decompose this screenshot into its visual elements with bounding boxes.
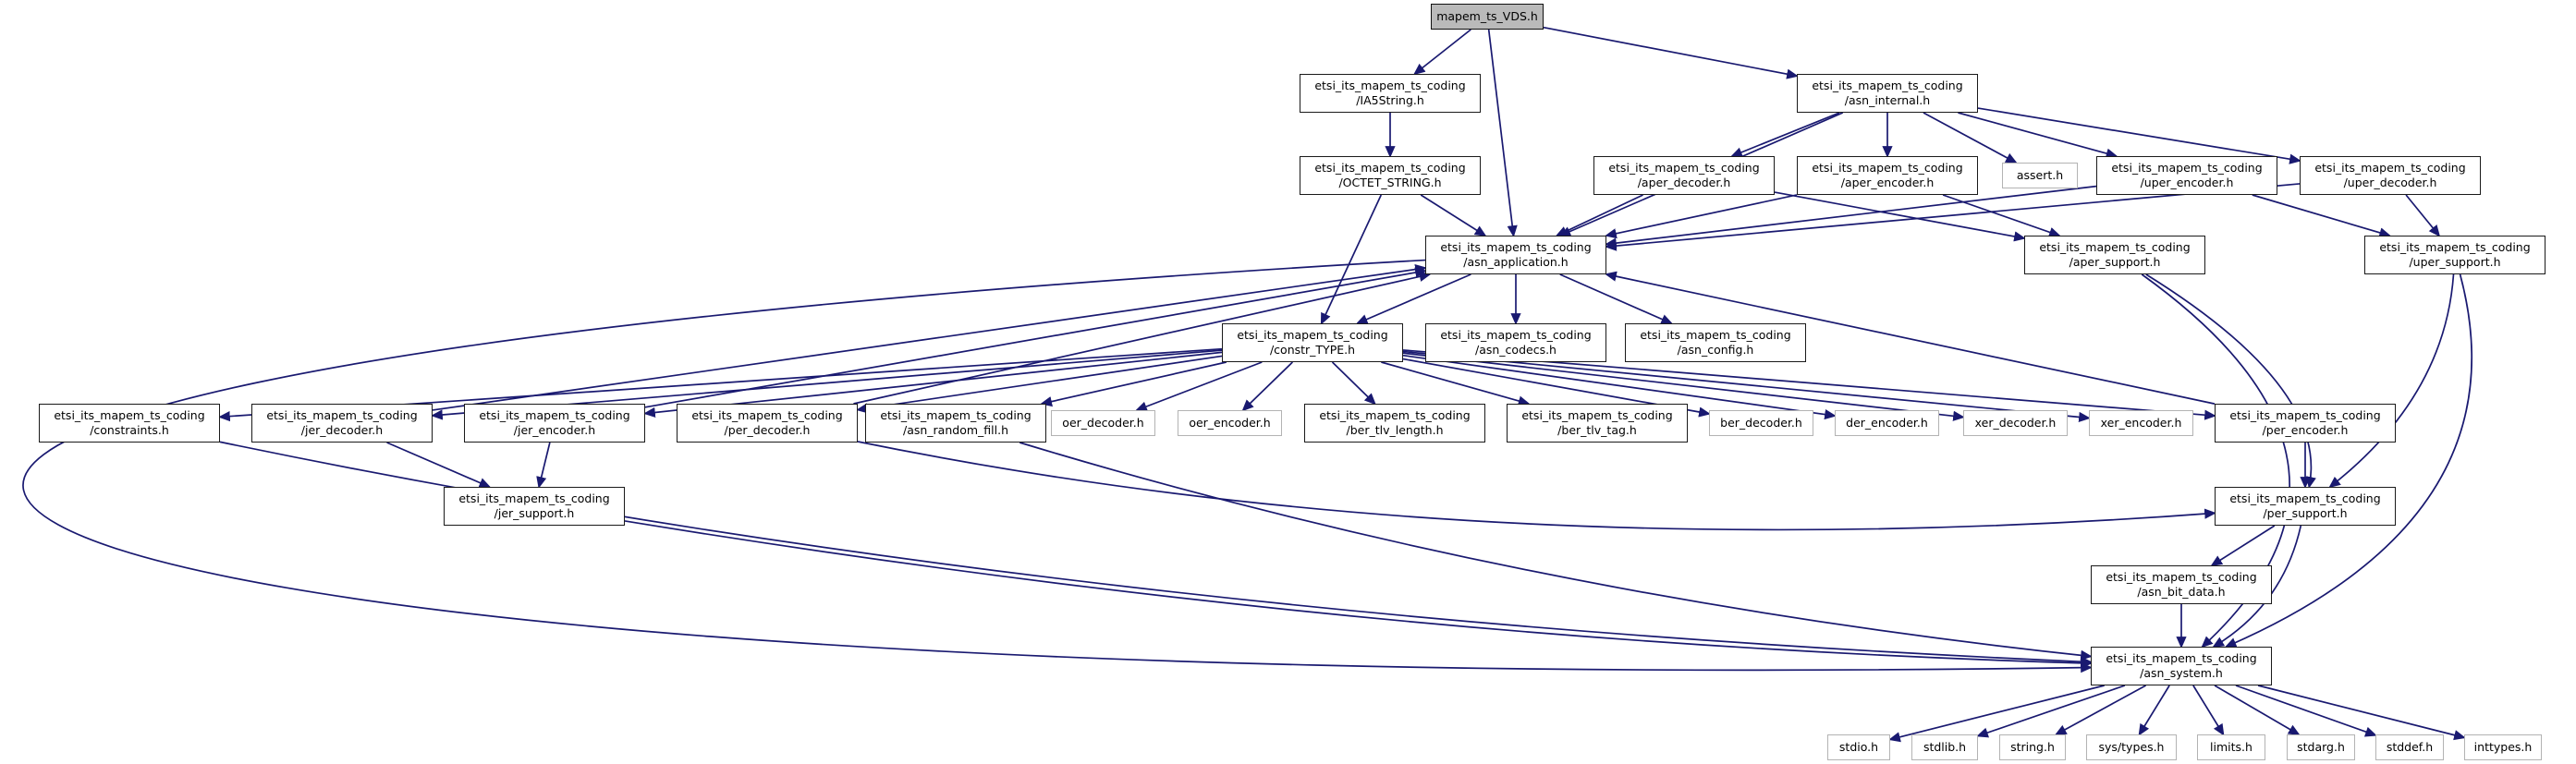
graph-node-label: sys/types.h bbox=[2098, 740, 2165, 754]
graph-node-label: /asn_codecs.h bbox=[1475, 343, 1557, 357]
graph-node-uper_sup[interactable] bbox=[2364, 236, 2545, 274]
graph-node-per_sup[interactable] bbox=[2215, 487, 2396, 526]
graph-node-label: /aper_encoder.h bbox=[1840, 176, 1935, 189]
include-edge-asn_app-to-constr bbox=[1358, 274, 1471, 323]
graph-node-xer_dec bbox=[1963, 410, 2068, 436]
graph-node-oer_dec bbox=[1051, 410, 1155, 436]
include-edge-root-to-asn_app bbox=[1489, 30, 1514, 236]
graph-node-label: etsi_its_mapem_ts_coding bbox=[880, 408, 1032, 422]
graph-node-tlv_len[interactable] bbox=[1304, 404, 1485, 443]
graph-node-uper_dec[interactable] bbox=[2300, 156, 2481, 195]
graph-node-label: etsi_its_mapem_ts_coding bbox=[479, 408, 630, 422]
graph-node-label: etsi_its_mapem_ts_coding bbox=[2314, 161, 2466, 175]
graph-node-oer_enc bbox=[1178, 410, 1282, 436]
graph-node-label: etsi_its_mapem_ts_coding bbox=[1314, 161, 1466, 175]
graph-node-label: /uper_encoder.h bbox=[2140, 176, 2234, 189]
graph-node-systypes bbox=[2086, 734, 2177, 760]
graph-node-label: xer_encoder.h bbox=[2100, 416, 2182, 430]
include-edge-octet-to-asn_app bbox=[1421, 195, 1485, 236]
include-edge-asn_app-to-config bbox=[1560, 274, 1672, 323]
include-edge-internal-to-assert bbox=[1923, 113, 2016, 163]
graph-node-label: etsi_its_mapem_ts_coding bbox=[1319, 408, 1471, 422]
graph-node-label: stdio.h bbox=[1838, 740, 1879, 754]
graph-node-jer_enc[interactable] bbox=[464, 404, 645, 443]
graph-node-constraints[interactable] bbox=[39, 404, 220, 443]
include-edge-constr-to-per_dec bbox=[858, 356, 1222, 409]
graph-node-label: etsi_its_mapem_ts_coding bbox=[1237, 328, 1388, 342]
graph-node-label: etsi_its_mapem_ts_coding bbox=[2111, 161, 2263, 175]
graph-node-stdlib bbox=[1911, 734, 1978, 760]
include-edge-constr-to-oer_enc bbox=[1243, 362, 1292, 410]
graph-node-label: assert.h bbox=[2016, 168, 2064, 182]
include-edge-internal-to-uper_dec bbox=[1978, 108, 2300, 161]
graph-node-label: etsi_its_mapem_ts_coding bbox=[1440, 328, 1592, 342]
graph-node-label: /uper_decoder.h bbox=[2343, 176, 2437, 189]
graph-node-label: /ber_tlv_length.h bbox=[1346, 423, 1444, 437]
graph-node-label: /IA5String.h bbox=[1356, 93, 1424, 107]
graph-node-label: der_encoder.h bbox=[1846, 416, 1928, 430]
graph-node-stddef bbox=[2375, 734, 2444, 760]
graph-node-internal[interactable] bbox=[1797, 74, 1978, 113]
graph-node-label: etsi_its_mapem_ts_coding bbox=[1608, 161, 1760, 175]
include-edge-constr-to-oer_dec bbox=[1137, 362, 1262, 410]
graph-node-label: ber_decoder.h bbox=[1720, 416, 1802, 430]
include-edge-jer_sup-to-asn_sys bbox=[625, 521, 2091, 663]
graph-node-random[interactable] bbox=[865, 404, 1046, 443]
include-edge-asn_sys-to-limits bbox=[2193, 685, 2224, 734]
include-edge-jer_dec-to-jer_sup bbox=[387, 443, 490, 487]
include-edge-internal-to-aper_dec bbox=[1732, 113, 1839, 156]
graph-node-aper_enc[interactable] bbox=[1797, 156, 1978, 195]
graph-node-label: /asn_internal.h bbox=[1844, 93, 1931, 107]
graph-node-label: etsi_its_mapem_ts_coding bbox=[54, 408, 205, 422]
include-edge-uper_sup-to-per_sup bbox=[2330, 274, 2454, 487]
graph-node-label: oer_decoder.h bbox=[1062, 416, 1144, 430]
graph-node-label: /constraints.h bbox=[90, 423, 169, 437]
graph-node-limits bbox=[2197, 734, 2265, 760]
graph-node-label: /jer_decoder.h bbox=[300, 423, 384, 437]
include-edge-asn_sys-to-string bbox=[2057, 685, 2146, 734]
graph-node-der_enc bbox=[1835, 410, 1939, 436]
graph-node-aper_dec[interactable] bbox=[1593, 156, 1775, 195]
graph-node-label: limits.h bbox=[2210, 740, 2252, 754]
graph-node-label: etsi_its_mapem_ts_coding bbox=[2106, 570, 2257, 584]
graph-node-xer_enc bbox=[2089, 410, 2193, 436]
graph-node-label: etsi_its_mapem_ts_coding bbox=[2229, 408, 2381, 422]
include-edge-aper_dec-to-asn_app bbox=[1557, 195, 1642, 236]
graph-node-inttypes bbox=[2464, 734, 2542, 760]
graph-node-label: etsi_its_mapem_ts_coding bbox=[1812, 79, 1963, 92]
include-edge-asn_sys-to-stdio bbox=[1890, 685, 2105, 739]
include-edge-root-to-internal bbox=[1544, 28, 1797, 77]
graph-node-label: /per_encoder.h bbox=[2262, 423, 2349, 437]
graph-node-per_enc[interactable] bbox=[2215, 404, 2396, 443]
graph-node-label: /per_support.h bbox=[2263, 506, 2348, 520]
graph-node-per_dec[interactable] bbox=[677, 404, 858, 443]
graph-node-ber_dec bbox=[1709, 410, 1813, 436]
graph-node-label: stdarg.h bbox=[2297, 740, 2345, 754]
graph-node-stdarg bbox=[2287, 734, 2355, 760]
graph-node-label: mapem_ts_VDS.h bbox=[1436, 9, 1538, 23]
graph-node-constr[interactable] bbox=[1222, 323, 1403, 362]
graph-node-label: etsi_its_mapem_ts_coding bbox=[1314, 79, 1466, 92]
graph-node-label: /constr_TYPE.h bbox=[1269, 343, 1356, 357]
graph-node-label: etsi_its_mapem_ts_coding bbox=[1440, 240, 1592, 254]
include-edge-constraints-to-asn_sys bbox=[220, 442, 2091, 661]
graph-node-stdio bbox=[1827, 734, 1890, 760]
include-edge-internal-to-uper_enc bbox=[1958, 113, 2116, 156]
graph-node-jer_sup[interactable] bbox=[444, 487, 625, 526]
graph-node-label: /OCTET_STRING.h bbox=[1338, 176, 1442, 189]
graph-node-uper_enc[interactable] bbox=[2096, 156, 2277, 195]
graph-node-asn_sys[interactable] bbox=[2091, 647, 2272, 685]
graph-node-label: inttypes.h bbox=[2473, 740, 2533, 754]
graph-node-bit_data[interactable] bbox=[2091, 565, 2272, 604]
graph-node-label: etsi_its_mapem_ts_coding bbox=[1640, 328, 1791, 342]
include-edge-aper_enc-to-asn_app bbox=[1606, 195, 1797, 236]
graph-node-label: etsi_its_mapem_ts_coding bbox=[691, 408, 843, 422]
graph-node-codecs[interactable] bbox=[1425, 323, 1606, 362]
graph-node-label: /uper_support.h bbox=[2409, 255, 2501, 269]
include-edge-asn_sys-to-systypes bbox=[2140, 685, 2170, 734]
graph-node-label: /asn_application.h bbox=[1463, 255, 1569, 269]
graph-node-label: etsi_its_mapem_ts_coding bbox=[458, 491, 610, 505]
graph-node-root bbox=[1431, 4, 1544, 30]
include-edge-asn_sys-to-stdlib bbox=[1978, 685, 2125, 736]
graph-node-assert bbox=[2002, 163, 2078, 188]
graph-node-label: etsi_its_mapem_ts_coding bbox=[2039, 240, 2191, 254]
graph-node-label: /asn_config.h bbox=[1677, 343, 1754, 357]
graph-node-config[interactable] bbox=[1625, 323, 1806, 362]
graph-node-label: etsi_its_mapem_ts_coding bbox=[2106, 651, 2257, 665]
graph-node-octet[interactable] bbox=[1300, 156, 1481, 195]
graph-node-tlv_tag[interactable] bbox=[1507, 404, 1688, 443]
include-edge-uper_dec-to-uper_sup bbox=[2406, 195, 2439, 236]
graph-node-label: xer_decoder.h bbox=[1974, 416, 2057, 430]
graph-node-label: etsi_its_mapem_ts_coding bbox=[1521, 408, 1673, 422]
graph-node-aper_sup[interactable] bbox=[2024, 236, 2205, 274]
graph-node-label: /asn_system.h bbox=[2140, 666, 2223, 680]
include-edge-random-to-asn_sys bbox=[1019, 443, 2091, 657]
include-edge-octet-to-constr bbox=[1322, 195, 1382, 323]
include-edge-root-to-ia5 bbox=[1415, 30, 1471, 74]
graph-node-label: /aper_support.h bbox=[2069, 255, 2161, 269]
graph-node-label: etsi_its_mapem_ts_coding bbox=[2379, 240, 2531, 254]
graph-node-label: /per_decoder.h bbox=[724, 423, 811, 437]
include-edge-uper_enc-to-uper_sup bbox=[2252, 195, 2389, 236]
graph-node-label: etsi_its_mapem_ts_coding bbox=[266, 408, 418, 422]
include-edge-uper_enc-to-asn_app bbox=[1606, 187, 2096, 245]
graph-node-label: oer_encoder.h bbox=[1189, 416, 1271, 430]
graph-node-label: /asn_bit_data.h bbox=[2137, 585, 2226, 599]
graph-node-label: etsi_its_mapem_ts_coding bbox=[1812, 161, 1963, 175]
graph-node-label: /jer_support.h bbox=[494, 506, 575, 520]
graph-node-string bbox=[1999, 734, 2066, 760]
graph-node-label: /jer_encoder.h bbox=[513, 423, 596, 437]
include-edge-per_sup-to-bit_data bbox=[2212, 526, 2275, 565]
graph-node-jer_dec[interactable] bbox=[251, 404, 433, 443]
include-edge-constr-to-tlv_len bbox=[1332, 362, 1374, 404]
graph-node-label: string.h bbox=[2010, 740, 2055, 754]
graph-node-label: /ber_tlv_tag.h bbox=[1557, 423, 1637, 437]
graph-node-ia5[interactable] bbox=[1300, 74, 1481, 113]
graph-node-asn_app[interactable] bbox=[1425, 236, 1606, 274]
graph-node-label: stddef.h bbox=[2386, 740, 2434, 754]
graph-node-label: /aper_decoder.h bbox=[1637, 176, 1731, 189]
graph-node-label: etsi_its_mapem_ts_coding bbox=[2229, 491, 2381, 505]
graph-node-label: stdlib.h bbox=[1923, 740, 1967, 754]
include-edge-jer_enc-to-jer_sup bbox=[539, 443, 550, 487]
graph-node-label: /asn_random_fill.h bbox=[902, 423, 1008, 437]
